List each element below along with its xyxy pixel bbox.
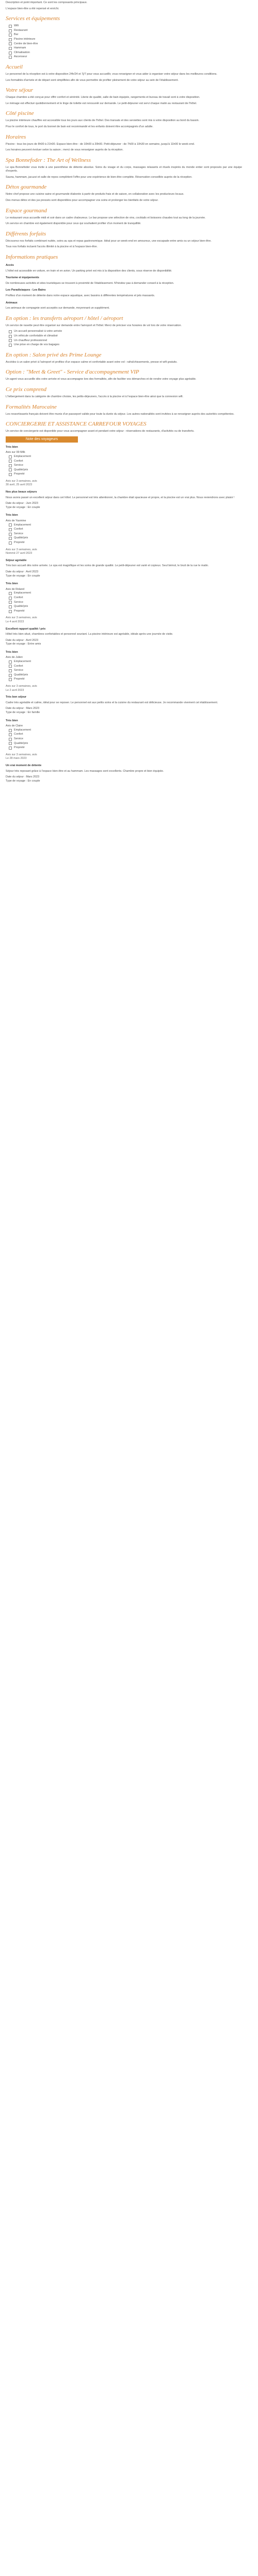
review-trip-date: Date du séjour : Mars 2023 (6, 775, 40, 779)
page (0, 0, 247, 783)
review-criterion (9, 468, 242, 472)
checkbox-icon (9, 729, 12, 732)
review-criteria (6, 523, 242, 545)
checkbox-icon (9, 25, 12, 28)
checkbox-icon (9, 601, 12, 604)
info-text: De nombreuses activités et sites touristiques se trouvent à proximité de l'établissement. N'hésitez pas à demander conseil à la réception. (6, 281, 174, 285)
checkbox-icon (9, 455, 12, 459)
review-body: Cadre très agréable et calme, idéal pour se reposer. Le personnel est aux petits soins et la cuisine du restaurant est délicieuse. Je recommande vivement cet établissement. (6, 701, 218, 704)
review-headline: Excellent rapport qualité / prix (6, 627, 46, 631)
review-author: Avis de Yasmine (6, 519, 26, 523)
section-paragraph: Piscine : tous les jours de 8h00 à 21h00. Espace bien-être : de 10h00 à 20h00. Petit-déjeuner : de 7h00 à 10h30 en semaine, jusqu'à 11h00 le week-end. (6, 142, 195, 146)
review-criteria (6, 728, 242, 750)
airport-list (6, 330, 242, 347)
review-criterion-label: Emplacement (14, 591, 31, 595)
review-trip-type: Type de voyage : Entre amis (6, 642, 41, 646)
checkbox-icon (9, 537, 12, 540)
checkbox-icon (9, 52, 12, 55)
review-criterion (9, 591, 242, 596)
airport-item (9, 343, 242, 347)
review-criterion (9, 609, 242, 614)
review-body: Hôtel très bien situé, chambres confortables et personnel souriant. La piscine intérieure est agréable, idéale après une journée de visite. (6, 633, 173, 636)
section-paragraph: La piscine intérieure chauffée est accessible tous les jours aux clients de l'hôtel. Des transats et des serviettes sont mis à votre disposition au bord du bassin. (6, 119, 200, 123)
section-paragraph: Des menus détox et des jus pressés sont disponibles pour accompagner vos soins et prolonger les bienfaits de votre séjour. (6, 199, 159, 202)
services-list (6, 24, 242, 59)
checkbox-icon (9, 473, 12, 476)
review-criteria (6, 455, 242, 477)
review-criterion-label: Qualité/prix (14, 536, 28, 540)
review-title: Très bien (6, 445, 18, 449)
review-criterion (9, 536, 242, 540)
review-votes: Avis sur 3 semaines, avis (6, 548, 37, 551)
checkbox-icon (9, 460, 12, 463)
review-trip-type: Type de voyage : En couple (6, 574, 40, 578)
review-trip-type: Type de voyage : En couple (6, 505, 40, 509)
review-criterion-label: Confort (14, 528, 23, 531)
review-body: Nous avons passé un excellent séjour dans cet hôtel. Le personnel est très attentionné, la chambre était spacieuse et propre, et la piscine est un vrai plus. Nous reviendrons avec plaisir ! (6, 496, 235, 499)
checkbox-icon (9, 33, 12, 37)
checkbox-icon (9, 533, 12, 536)
checkbox-icon (9, 335, 12, 338)
review-author: Avis de Julien (6, 656, 23, 659)
review-criterion (9, 541, 242, 545)
airport-item-label: Un accueil personnalisé à votre arrivée (14, 330, 62, 333)
section-paragraph: Le restaurant vous accueille midi et soir dans un cadre chaleureux. Le bar propose une sélection de vins, cocktails et boissons chaudes tout au long de la journée. (6, 216, 206, 219)
service-label: Restaurant (14, 28, 28, 32)
checkbox-icon (9, 330, 12, 333)
section-paragraph: Un service en chambre est également disponible pour ceux qui souhaitent profiter d'un moment de tranquillité. (6, 222, 141, 226)
info-text: Profitez d'un moment de détente dans notre espace aquatique, avec bassins à différentes températures et jets massants. (6, 294, 155, 297)
review-headline: Séjour agréable (6, 558, 27, 562)
review-criterion (9, 733, 242, 737)
review-headline: Nos plus beaux séjours (6, 490, 37, 494)
service-label: Climatisation (14, 50, 30, 54)
airport-item (9, 330, 242, 334)
review-criterion-label: Propreté (14, 609, 25, 613)
service-label: Piscine intérieure (14, 37, 36, 41)
review-criterion-label: Emplacement (14, 728, 31, 732)
airport-item (9, 334, 242, 338)
checkbox-icon (9, 541, 12, 545)
checkbox-icon (9, 47, 12, 50)
info-heading: Les Paradisiaques - Les Bains (6, 289, 46, 292)
review-criterion-label: Confort (14, 459, 23, 463)
checkbox-icon (9, 660, 12, 664)
section-paragraph: Notre chef propose une cuisine saine et gourmande élaborée à partir de produits frais et de saison, en collaboration avec les producteurs locaux. (6, 193, 184, 196)
review-title: Très bien (6, 514, 18, 517)
info-title: Informations pratiques (6, 254, 58, 261)
airport-item-label: Une prise en charge de vos bagages (14, 343, 60, 347)
service-label: Bar (14, 33, 19, 37)
review-criterion-label: Qualité/prix (14, 673, 28, 676)
section-paragraph: Les horaires peuvent évoluer selon la saison ; merci de vous renseigner auprès de la réception. (6, 148, 124, 152)
airport-item (9, 339, 242, 343)
option3-title: Option : "Meet & Greet" - Service d'accompagnement VIP (6, 369, 139, 376)
checkbox-icon (9, 665, 12, 668)
review-trip-type: Type de voyage : En famille (6, 711, 40, 714)
review-criteria (6, 591, 242, 613)
review-card (6, 446, 242, 510)
formalites-title: Formalités Marocaine (6, 403, 57, 410)
reviews-list (6, 446, 242, 784)
section-paragraph: Le ménage est effectué quotidiennement et le linge de toilette est renouvelé sur demande. Le petit-déjeuner est servi chaque matin au restaurant de l'hôtel. (6, 101, 197, 105)
review-criterion-label: Propreté (14, 746, 25, 750)
review-criterion-label: Emplacement (14, 523, 31, 527)
review-author: Avis de Claire (6, 724, 23, 728)
review-criterion-label: Propreté (14, 541, 25, 544)
review-votes: Avis sur 3 semaines, avis (6, 753, 37, 756)
section-title: Votre séjour (6, 87, 34, 94)
checkbox-icon (9, 523, 12, 527)
info-text: L'hôtel est accessible en voiture, en train et en avion. Un parking privé est mis à la disposition des clients, sous réserve de disponibilité. (6, 269, 172, 273)
review-criterion-label: Service (14, 600, 23, 604)
checkbox-icon (9, 738, 12, 741)
service-label: Ascenseur (14, 55, 27, 59)
review-criterion-label: Confort (14, 733, 23, 736)
review-criterion (9, 605, 242, 609)
review-criterion-label: Service (14, 532, 23, 535)
review-votes: Avis sur 3 semaines, avis (6, 685, 37, 688)
checkbox-icon (9, 733, 12, 736)
checkbox-icon (9, 747, 12, 750)
review-criterion (9, 665, 242, 669)
section-paragraph: Tous nos forfaits incluent l'accès illimité à la piscine et à l'espace bien-être. (6, 245, 98, 249)
review-criterion (9, 523, 242, 528)
review-date: Nommé 27 avril 2023 (6, 552, 33, 555)
service-label: Wifi (14, 24, 19, 28)
checkbox-icon (9, 597, 12, 600)
review-card (6, 582, 242, 647)
info-heading: Accès (6, 264, 14, 267)
info-list (6, 264, 242, 311)
review-criterion (9, 528, 242, 532)
review-body: Séjour très reposant grâce à l'espace bien-être et au hammam. Les massages sont excellents. Chambre propre et bien équipée. (6, 769, 164, 773)
review-votes: Avis sur 3 semaines, avis (6, 479, 37, 483)
prix-title: Ce prix comprend (6, 386, 47, 393)
content-sections (6, 64, 242, 249)
review-criterion (9, 742, 242, 746)
option2-text: Accédez à un salon privé à l'aéroport et profitez d'un espace calme et confortable avant votre vol : rafraîchissements, presse et wifi gratuits. (6, 360, 178, 364)
review-criterion-label: Confort (14, 664, 23, 668)
review-criterion (9, 601, 242, 605)
review-date: Le 2 avril 2023 (6, 688, 24, 692)
section-title: Horaires (6, 133, 26, 140)
formalites-text: Les ressortissants français doivent être munis d'un passeport valide pour toute la durée du séjour. Les autres nationalités sont invitées à se renseigner auprès des autorités compétentes. (6, 412, 235, 416)
checkbox-icon (9, 605, 12, 608)
review-criterion-label: Qualité/prix (14, 468, 28, 471)
review-criterion-label: Emplacement (14, 660, 31, 664)
review-criterion (9, 596, 242, 600)
review-card (6, 719, 242, 784)
review-trip-date: Date du séjour : Avril 2023 (6, 638, 39, 642)
review-body: Très bon accueil dès notre arrivée. Le spa est magnifique et les soins de grande qualité. Le petit-déjeuner est varié et copieux. Seul bémol, le bruit de la rue le matin. (6, 564, 209, 568)
option3-text: Un agent vous accueille dès votre arrivée et vous accompagne lors des formalités, afin de faciliter vos démarches et de rendre votre voyage plus agréable. (6, 378, 197, 381)
review-headline: Un vrai moment de détente (6, 764, 42, 767)
checkbox-icon (9, 669, 12, 672)
review-date: Le 4 avril 2023 (6, 620, 24, 623)
airport-item-label: Un chauffeur professionnel (14, 338, 47, 342)
airport-item-label: Un véhicule confortable et climatisé (14, 334, 58, 337)
review-criterion (9, 746, 242, 750)
review-criterion (9, 460, 242, 464)
review-votes: Avis sur 3 semaines, avis (6, 616, 37, 620)
review-author: Avis de Roland (6, 587, 25, 591)
review-criterion-label: Emplacement (14, 454, 31, 458)
review-date: Le 28 mars 2023 (6, 757, 27, 760)
checkbox-icon (9, 742, 12, 745)
review-trip-date: Date du séjour : Juin 2023 (6, 502, 38, 505)
info-text: Les animaux de compagnie sont acceptés sur demande, moyennant un supplément. (6, 307, 110, 310)
review-criterion-label: Qualité/prix (14, 605, 28, 608)
checkbox-icon (9, 678, 12, 681)
checkbox-icon (9, 468, 12, 471)
review-criteria (6, 660, 242, 682)
checkbox-icon (9, 464, 12, 467)
section-paragraph: Chaque chambre a été conçue pour offrir confort et sérénité. Literie de qualité, salle de bain équipée, rangements et bureau de travail sont à votre disposition. (6, 96, 200, 99)
review-criterion (9, 737, 242, 741)
checkbox-icon (9, 610, 12, 613)
section-paragraph: Les formalités d'arrivée et de départ sont simplifiées afin de vous permettre de profiter pleinement de votre séjour au sein de l'établissement. (6, 78, 179, 82)
info-heading: Tourisme et équipements (6, 276, 39, 280)
option2-title: En option : Salon privé des Prime Lounge (6, 351, 102, 358)
review-title: Très bien (6, 719, 18, 722)
review-headline: Très bon séjour (6, 696, 27, 699)
checkbox-icon (9, 592, 12, 595)
review-criterion (9, 677, 242, 682)
service-item (9, 33, 242, 37)
section-paragraph: Pour le confort de tous, le port du bonnet de bain est recommandé et les enfants doivent être accompagnés d'un adulte. (6, 125, 154, 128)
checkbox-icon (9, 29, 12, 32)
service-item (9, 55, 242, 59)
section-paragraph: Le personnel de la réception est à votre disposition 24h/24 et 7j/7 pour vous accueillir, vous renseigner et vous aider à organiser votre séjour dans les meilleures conditions. (6, 72, 217, 76)
concierge-text: Un service de conciergerie est disponible pour vous accompagner avant et pendant votre séjour : réservations de restaurants, d'activités ou de transferts. (6, 430, 195, 433)
services-title: Services et équipements (6, 15, 60, 22)
service-item (9, 42, 242, 46)
section-title: Différents forfaits (6, 230, 46, 237)
review-card (6, 651, 242, 715)
airport-title: En option : les transferts aéroport / hôtel / aéroport (6, 315, 123, 321)
section-paragraph: Sauna, hammam, jacuzzi et salle de repos complètent l'offre pour une expérience de bien-être complète. Réservation conseillée auprès de la réception. (6, 175, 192, 179)
review-criterion (9, 455, 242, 459)
service-label: Centre de bien-être (14, 42, 38, 45)
review-criterion-label: Propreté (14, 472, 25, 476)
review-criterion (9, 464, 242, 468)
review-criterion-label: Service (14, 737, 23, 740)
review-criterion-label: Propreté (14, 677, 25, 681)
review-criterion (9, 660, 242, 664)
section-title: Côté piscine (6, 110, 34, 117)
review-card (6, 514, 242, 578)
checkbox-icon (9, 38, 12, 41)
prix-text: L'hébergement dans la catégorie de chambre choisie, les petits-déjeuners, l'accès à la piscine et à l'espace bien-être ainsi que la connexion wifi. (6, 395, 184, 398)
reviews-banner: Note des voyageurs (6, 436, 78, 443)
review-criterion (9, 532, 242, 536)
checkbox-icon (9, 42, 12, 45)
review-criterion (9, 673, 242, 677)
review-trip-date: Date du séjour : Mars 2023 (6, 707, 40, 710)
checkbox-icon (9, 528, 12, 531)
review-date: 30 avril, 25 avril 2023 (6, 483, 33, 487)
airport-text: Un service de navette peut être organisé sur demande entre l'aéroport et l'hôtel. Merci de préciser vos horaires de vol lors de votre réservation. (6, 324, 182, 327)
review-criterion (9, 472, 242, 477)
review-criterion (9, 669, 242, 673)
review-trip-date: Date du séjour : Avril 2023 (6, 570, 39, 573)
review-criterion-label: Service (14, 464, 23, 467)
service-item (9, 51, 242, 55)
service-item (9, 29, 242, 33)
section-paragraph: Découvrez nos forfaits combinant nuitée, soins au spa et repas gastronomique. Idéal pour un week-end en amoureux, une escapade entre amis ou un séjour bien-être. (6, 239, 212, 243)
service-item (9, 46, 242, 50)
service-label: Hammam (14, 46, 26, 50)
section-paragraph: Le spa Bonnefoder vous invite à une parenthèse de détente absolue. Soins du visage et du corps, massages relaxants et rituels inspirés du monde entier sont proposés par une équipe d'experts. (6, 165, 242, 173)
section-title: Accueil (6, 63, 23, 70)
review-title: Très bien (6, 582, 18, 586)
review-criterion-label: Confort (14, 596, 23, 599)
checkbox-icon (9, 56, 12, 59)
service-item (9, 38, 242, 42)
review-title: Très bien (6, 650, 18, 654)
review-trip-type: Type de voyage : En couple (6, 779, 40, 783)
review-author: Avis sur 99 Milk (6, 451, 25, 454)
checkbox-icon (9, 344, 12, 347)
concierge-title: CONCIERGERIE ET ASSISTANCE CARREFOUR VOYAGES (6, 421, 147, 428)
checkbox-icon (9, 339, 12, 342)
review-criterion-label: Service (14, 669, 23, 672)
info-heading: Animaux (6, 301, 18, 304)
checkbox-icon (9, 674, 12, 677)
service-item (9, 24, 242, 28)
section-title: Espace gourmand (6, 207, 47, 214)
review-criterion (9, 728, 242, 733)
intro-line-1: Description et point important. Ce sont les composants principaux. (6, 1, 88, 4)
section-title: Spa Bonnefoder : The Art of Wellness (6, 157, 91, 163)
review-criterion-label: Qualité/prix (14, 741, 28, 745)
section-title: Détox gourmande (6, 184, 47, 191)
intro-line-2: L'espace bien-être a été repensé et enrichi. (6, 7, 59, 10)
